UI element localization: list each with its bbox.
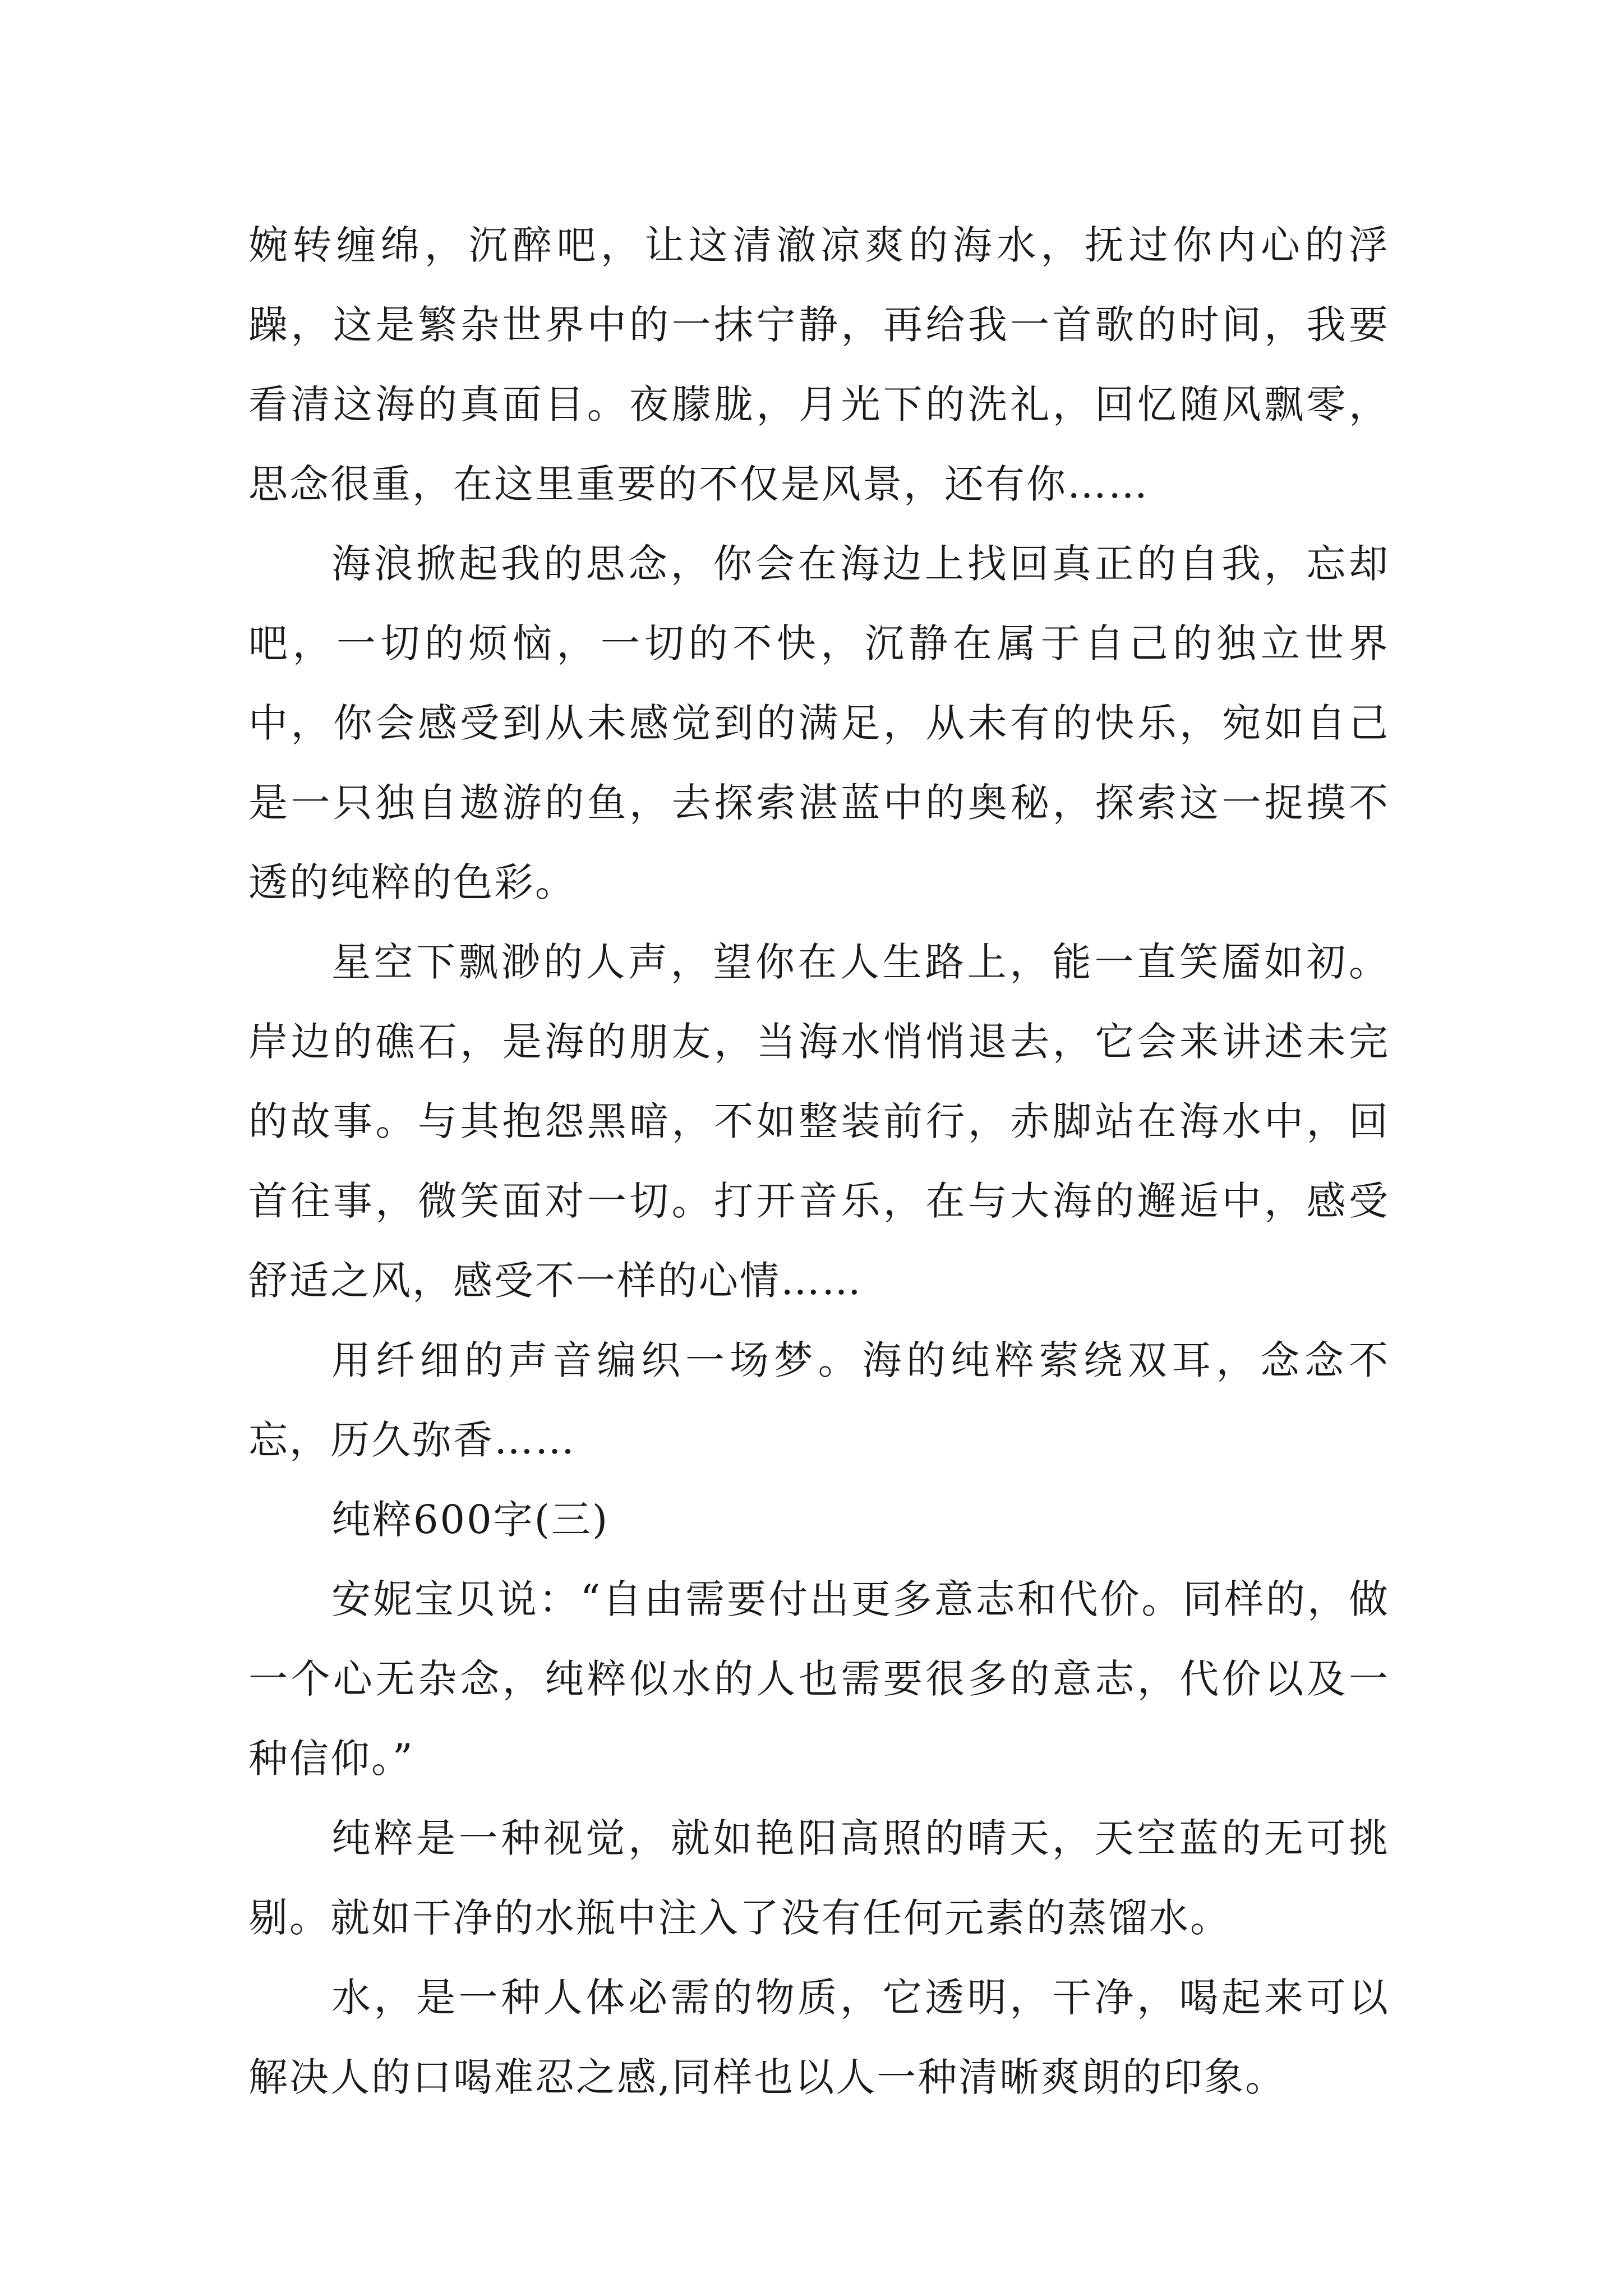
paragraph: 用纤细的声音编织一场梦。海的纯粹萦绕双耳，念念不忘，历久弥香…… xyxy=(248,1337,1390,1463)
paragraph-continued: 婉转缠绵，沉醉吧，让这清澈凉爽的海水，抚过你内心的浮躁，这是繁杂世界中的一抹宁静，再给我一首歌的时间，我要看清这海的真面目。夜朦胧，月光下的洗礼，回忆随风飘零，思念很重，在这里重要的不仅是风景，还有你…… xyxy=(248,222,1390,507)
paragraph: 水，是一种人体必需的物质，它透明，干净，喝起来可以解决人的口喝难忍之感,同样也以人一种清晰爽朗的印象。 xyxy=(248,1975,1390,2100)
paragraph: 星空下飘渺的人声，望你在人生路上，能一直笑靥如初。岸边的礁石，是海的朋友，当海水悄悄退去，它会来讲述未完的故事。与其抱怨黑暗，不如整装前行，赤脚站在海水中，回首往事，微笑面对一切。打开音乐，在与大海的邂逅中，感受舒适之风，感受不一样的心情…… xyxy=(248,939,1390,1304)
body-text xyxy=(248,205,1390,2117)
paragraph: 海浪掀起我的思念，你会在海边上找回真正的自我，忘却吧，一切的烦恼，一切的不快，沉静在属于自己的独立世界中，你会感受到从未感觉到的满足，从未有的快乐，宛如自己是一只独自遨游的鱼，去探索湛蓝中的奥秘，探索这一捉摸不透的纯粹的色彩。 xyxy=(248,541,1390,905)
section-heading: 纯粹600字(三) xyxy=(331,1497,610,1543)
paragraph: 纯粹是一种视觉，就如艳阳高照的晴天，天空蓝的无可挑剔。就如干净的水瓶中注入了没有任何元素的蒸馏水。 xyxy=(248,1815,1390,1941)
paragraph: 安妮宝贝说：“自由需要付出更多意志和代价。同样的，做一个心无杂念，纯粹似水的人也需要很多的意志，代价以及一种信仰。” xyxy=(248,1576,1390,1782)
